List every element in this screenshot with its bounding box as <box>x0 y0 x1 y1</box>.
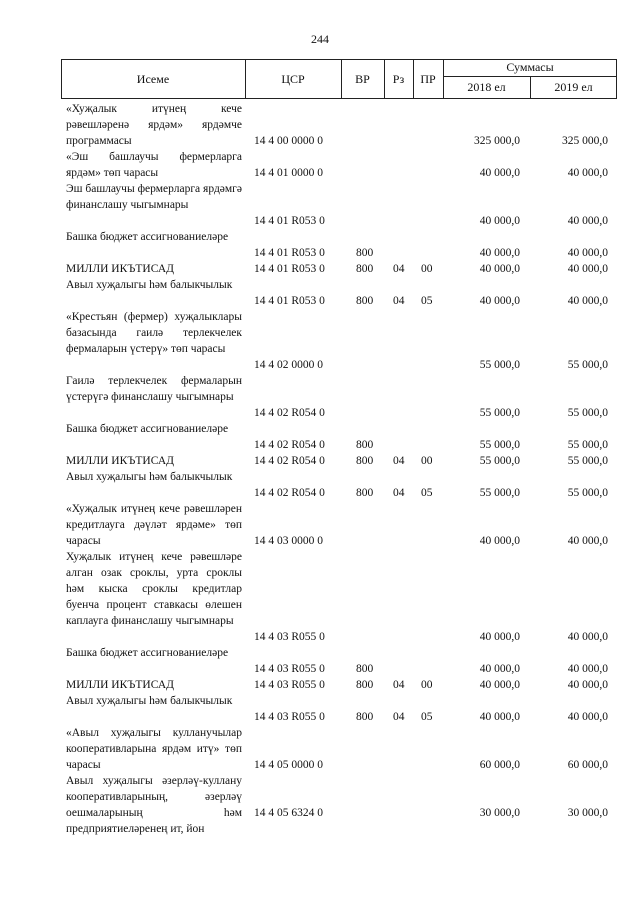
row-value-2019: 30 000,0 <box>567 807 608 819</box>
table-row <box>0 229 640 261</box>
table-row <box>0 773 640 835</box>
table-row <box>0 453 640 469</box>
row-value-2019: 40 000,0 <box>567 295 608 307</box>
row-csr: 14 4 01 R053 0 <box>254 215 325 227</box>
table-row <box>0 181 640 229</box>
row-name: Авыл хуҗалыгы әзерләү-куллану кооперативларының, әзерләү оешмаларының һәм предприятиеләренең ит, йон <box>66 775 242 835</box>
row-value-2019: 40 000,0 <box>567 711 608 723</box>
header-sums: Суммасы <box>506 60 554 74</box>
row-value-2018: 40 000,0 <box>479 631 520 643</box>
row-csr: 14 4 03 R055 0 <box>254 711 325 723</box>
row-pr: 00 <box>421 263 433 275</box>
row-pr: 05 <box>421 487 433 499</box>
row-rz: 04 <box>393 295 405 307</box>
row-value-2019: 55 000,0 <box>567 359 608 371</box>
row-value-2019: 325 000,0 <box>562 135 608 147</box>
table-row <box>0 373 640 421</box>
row-name: МИЛЛИ ИКЪТИСАД <box>66 455 174 467</box>
row-name: «Эш башлаучы фермерларга ярдәм» төп чарасы <box>66 151 242 179</box>
row-pr: 00 <box>421 679 433 691</box>
row-name: «Хуҗалык итүнең кече рәвешләренә ярдәм» ярдәмче программасы <box>66 103 242 147</box>
row-pr: 00 <box>421 455 433 467</box>
row-value-2018: 40 000,0 <box>479 295 520 307</box>
row-value-2018: 40 000,0 <box>479 215 520 227</box>
table-row <box>0 421 640 453</box>
row-name: Башка бюджет ассигнованиеләре <box>66 647 229 659</box>
row-value-2018: 40 000,0 <box>479 663 520 675</box>
table-row <box>0 277 640 309</box>
row-name: Башка бюджет ассигнованиеләре <box>66 231 229 243</box>
row-pr: 05 <box>421 711 433 723</box>
row-value-2019: 55 000,0 <box>567 407 608 419</box>
header-csr: ЦСР <box>281 71 305 86</box>
row-vr: 800 <box>356 663 374 675</box>
header-name: Исеме <box>136 71 170 86</box>
table-row <box>0 501 640 549</box>
row-value-2018: 40 000,0 <box>479 535 520 547</box>
table-header <box>61 59 617 99</box>
row-value-2018: 60 000,0 <box>479 759 520 771</box>
row-value-2019: 60 000,0 <box>567 759 608 771</box>
row-value-2019: 55 000,0 <box>567 455 608 467</box>
row-name: МИЛЛИ ИКЪТИСАД <box>66 679 174 691</box>
row-value-2019: 40 000,0 <box>567 679 608 691</box>
row-value-2019: 40 000,0 <box>567 663 608 675</box>
row-value-2018: 40 000,0 <box>479 247 520 259</box>
row-name: Башка бюджет ассигнованиеләре <box>66 423 229 435</box>
table-row <box>0 469 640 501</box>
row-value-2018: 40 000,0 <box>479 167 520 179</box>
row-value-2018: 325 000,0 <box>474 135 520 147</box>
row-name: МИЛЛИ ИКЪТИСАД <box>66 263 174 275</box>
row-rz: 04 <box>393 263 405 275</box>
table-row <box>0 693 640 725</box>
row-csr: 14 4 01 R053 0 <box>254 295 325 307</box>
row-name: Авыл хуҗалыгы һәм балыкчылык <box>66 471 233 483</box>
row-csr: 14 4 00 0000 0 <box>254 135 323 147</box>
table-row <box>0 149 640 181</box>
table-row <box>0 677 640 693</box>
row-name: Хуҗалык итүнең кече рәвешләре алган озак сроклы, урта сроклы һәм кыска сроклы кредитлар буенча процент ставкасы өлешен каплауга финанслашу чыгымнары <box>66 551 242 627</box>
table-row <box>0 309 640 373</box>
row-value-2019: 40 000,0 <box>567 215 608 227</box>
row-value-2019: 55 000,0 <box>567 439 608 451</box>
row-value-2019: 40 000,0 <box>567 263 608 275</box>
row-value-2018: 55 000,0 <box>479 487 520 499</box>
row-csr: 14 4 02 R054 0 <box>254 439 325 451</box>
header-pr: ПР <box>420 71 436 86</box>
row-value-2018: 55 000,0 <box>479 359 520 371</box>
row-value-2019: 40 000,0 <box>567 535 608 547</box>
row-csr: 14 4 02 R054 0 <box>254 455 325 467</box>
table-row <box>0 725 640 773</box>
row-csr: 14 4 02 R054 0 <box>254 407 325 419</box>
row-csr: 14 4 03 R055 0 <box>254 679 325 691</box>
table-row <box>0 645 640 677</box>
row-vr: 800 <box>356 263 374 275</box>
row-vr: 800 <box>356 247 374 259</box>
row-csr: 14 4 01 R053 0 <box>254 263 325 275</box>
row-rz: 04 <box>393 455 405 467</box>
row-vr: 800 <box>356 455 374 467</box>
header-2018: 2018 ел <box>467 79 506 94</box>
table-row <box>0 101 640 149</box>
row-rz: 04 <box>393 679 405 691</box>
header-rz: Рз <box>392 71 405 86</box>
row-name: Авыл хуҗалыгы һәм балыкчылык <box>66 695 233 707</box>
row-rz: 04 <box>393 711 405 723</box>
row-value-2019: 40 000,0 <box>567 247 608 259</box>
header-2019: 2019 ел <box>554 79 593 94</box>
row-name: «Хуҗалык итүнең кече рәвешләрен кредитлауга дәүләт ярдәме» төп чарасы <box>66 503 242 547</box>
row-value-2018: 40 000,0 <box>479 711 520 723</box>
row-rz: 04 <box>393 487 405 499</box>
row-csr: 14 4 02 0000 0 <box>254 359 323 371</box>
row-value-2018: 55 000,0 <box>479 439 520 451</box>
row-name: «Крестьян (фермер) хуҗалыклары базасында гаилә терлекчелек фермаларын үстерү» төп чарасы <box>66 311 242 355</box>
row-csr: 14 4 03 R055 0 <box>254 631 325 643</box>
row-vr: 800 <box>356 439 374 451</box>
row-csr: 14 4 01 R053 0 <box>254 247 325 259</box>
row-csr: 14 4 05 6324 0 <box>254 807 323 819</box>
row-value-2018: 40 000,0 <box>479 679 520 691</box>
table-row <box>0 549 640 645</box>
header-vr: ВР <box>355 71 370 86</box>
row-csr: 14 4 03 0000 0 <box>254 535 323 547</box>
row-value-2019: 55 000,0 <box>567 487 608 499</box>
row-value-2019: 40 000,0 <box>567 631 608 643</box>
table-row <box>0 261 640 277</box>
page-number: 244 <box>311 32 329 46</box>
row-value-2018: 55 000,0 <box>479 455 520 467</box>
row-csr: 14 4 01 0000 0 <box>254 167 323 179</box>
row-name: Гаилә терлекчелек фермаларын үстерүгә финанслашу чыгымнары <box>66 375 242 403</box>
row-name: Эш башлаучы фермерларга ярдәмгә финанслашу чыгымнары <box>66 183 242 211</box>
row-value-2018: 55 000,0 <box>479 407 520 419</box>
row-pr: 05 <box>421 295 433 307</box>
row-csr: 14 4 02 R054 0 <box>254 487 325 499</box>
row-vr: 800 <box>356 711 374 723</box>
row-csr: 14 4 05 0000 0 <box>254 759 323 771</box>
row-value-2019: 40 000,0 <box>567 167 608 179</box>
row-value-2018: 40 000,0 <box>479 263 520 275</box>
row-vr: 800 <box>356 679 374 691</box>
row-csr: 14 4 03 R055 0 <box>254 663 325 675</box>
row-vr: 800 <box>356 487 374 499</box>
row-name: «Авыл хуҗалыгы кулланучылар кооперативларына ярдәм итү» төп чарасы <box>66 727 242 771</box>
row-vr: 800 <box>356 295 374 307</box>
row-name: Авыл хуҗалыгы һәм балыкчылык <box>66 279 233 291</box>
row-value-2018: 30 000,0 <box>479 807 520 819</box>
table-body <box>0 101 640 835</box>
